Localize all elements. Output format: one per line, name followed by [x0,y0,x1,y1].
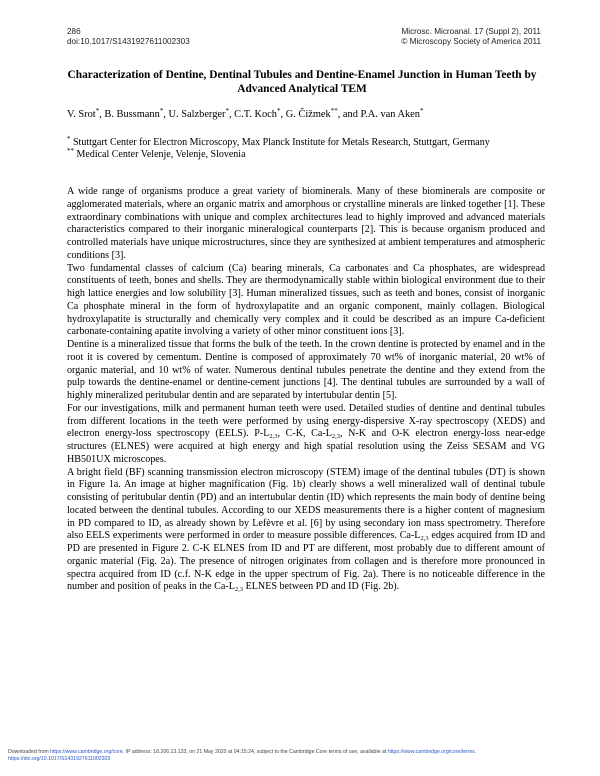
affiliation: ** Medical Center Velenje, Velenje, Slovenia [67,147,246,161]
paper-title: Characterization of Dentine, Dentinal Tubules and Dentine-Enamel Junction in Human Teeth by Advanced Analytical TEM [67,69,537,95]
terms-link[interactable]: https://www.cambridge.org/core/terms [387,749,475,755]
paragraph: A wide range of organisms produce a great variety of biominerals. Many of these biominerals are composite or agglomerated materials, where an organic matrix and amorphous or crystalline minerals are linked together [1]. These extraordinary combinations with unique and complex architectures lead to highly improved and advanced materials characteristics compared to their inorganic mineralogical counterparts [2]. This is because organism produced and controlled materials have unique microstructures, since they are synthesized at ambient temperatures and atmospheric conditions [3]. [67,186,545,261]
page-number: 286 [67,27,81,36]
author-list [67,108,547,121]
running-header-right [401,27,541,47]
paragraph: A bright field (BF) scanning transmission electron microscopy (STEM) image of the dentinal tubules (DT) is shown in Figure 1a. An image at higher magnification (Fig. 1b) clearly shows a well mineralized wall of dentinal tubule consisting of peritubular dentin (PD) and an intertubular dentin (ID) which represents the main body of dentine being located between the dentinal tubules. According to our XEDS measurements there is a higher content of magnesium in PD compared to ID, as already shown by Lefèvre et al. [6] by using secondary ion mass spectrometry. Therefore also EELS experiments were performed in order to measure possible differences. $Ca-L_{2,3}$ edges acquired from ID and PD are presented in Figure 2. C-K ELNES from ID and PT are different, most probably due to different amount of organic material (Fig. 2a). The presence of nitrogen originates from collagen and is therefore more pronounced in spectra acquired from ID (c.f. N-K edge in the upper spectrum of Fig. 2a). There is no noticeable difference in the number and position of peaks in the $Ca-L_{2,3}$ ELNES between PD and ID (Fig. 2b). [67,466,545,594]
doi-text: doi:10.1017/S1431927611002303 [67,37,190,46]
author: C.T. Koch*, [234,107,286,120]
author: P.A. van Aken* [360,107,424,120]
running-header-left [67,27,190,47]
affiliation: * Stuttgart Center for Electron Microscopy, Max Planck Institute for Metals Research, Stuttgart, Germany [67,135,490,148]
author: B. Bussmann*, [104,107,169,120]
copyright-notice: © Microscopy Society of America 2011 [401,37,541,46]
author: G. Čižmek**, and [285,107,361,120]
abstract-body [67,186,545,594]
footer-line-1: Downloaded from https://www.cambridge.org/core. IP address: 18.206.13.133, on 21 May 2020 at 04:15:24, subject to the Cambridge Core terms of use, available at https://www.cambridge.org/core/terms. [8,749,477,755]
paragraph: Dentine is a mineralized tissue that forms the bulk of the teeth. In the crown dentine is protected by enamel and in the root it is covered by cementum. Dentine is composed of approximately 70 wt% of inorganic material, 20 wt% of organic material, and 10 wt% of water. Numerous dentinal tubules penetrate the dentine and they extend from the pulp towards the dentine-enamel or dentine-cement junctions [4]. The dentinal tubules are surrounded by a wall of highly mineralized peritubular dentin and are separated by intertubular dentin [5]. [67,339,545,401]
core-link[interactable]: https://www.cambridge.org/core [50,749,123,755]
paragraph: Two fundamental classes of calcium (Ca) bearing minerals, Ca carbonates and Ca phosphates, are widespread constituents of teeth, bones and shells. They are thermodynamically stable within biological environment due to their high lattice energies and low solubility [3]. Human mineralized tissues, such as teeth and bones, consist of inorganic Ca phosphate mineral in the form of hydroxylapatite and an organic component, mainly collagen. Biological hydroxylapatite is structurally and chemically very complex and it could be described as an impure Ca-deficient carbonate-containing apatite involving a variety of other minor constituent ions [3]. [67,262,545,338]
footer-line-2 [8,756,476,763]
author: V. Srot*, [67,107,105,120]
download-footer [8,749,476,763]
affiliations [67,137,545,162]
paragraph: For our investigations, milk and permanent human teeth were used. Detailed studies of dentine and dentinal tubules from different locations in the teeth were performed by using energy-dispersive X-ray spectroscopy (XEDS) and electron energy-loss spectroscopy (EELS). $P-L_{2,3}$, C-K, $Ca-L_{2,3}$, N-K and O-K electron energy-loss near-edge structures (ELNES) were acquired at high energy and high spatial resolution using the Zeiss SESAM and VG HB501UX microscopes. [67,402,545,465]
author: U. Salzberger*, [168,107,235,120]
journal-citation: Microsc. Microanal. 17 (Suppl 2), 2011 [401,27,541,36]
doi-link[interactable]: https://doi.org/10.1017/S1431927611002303 [8,756,111,762]
